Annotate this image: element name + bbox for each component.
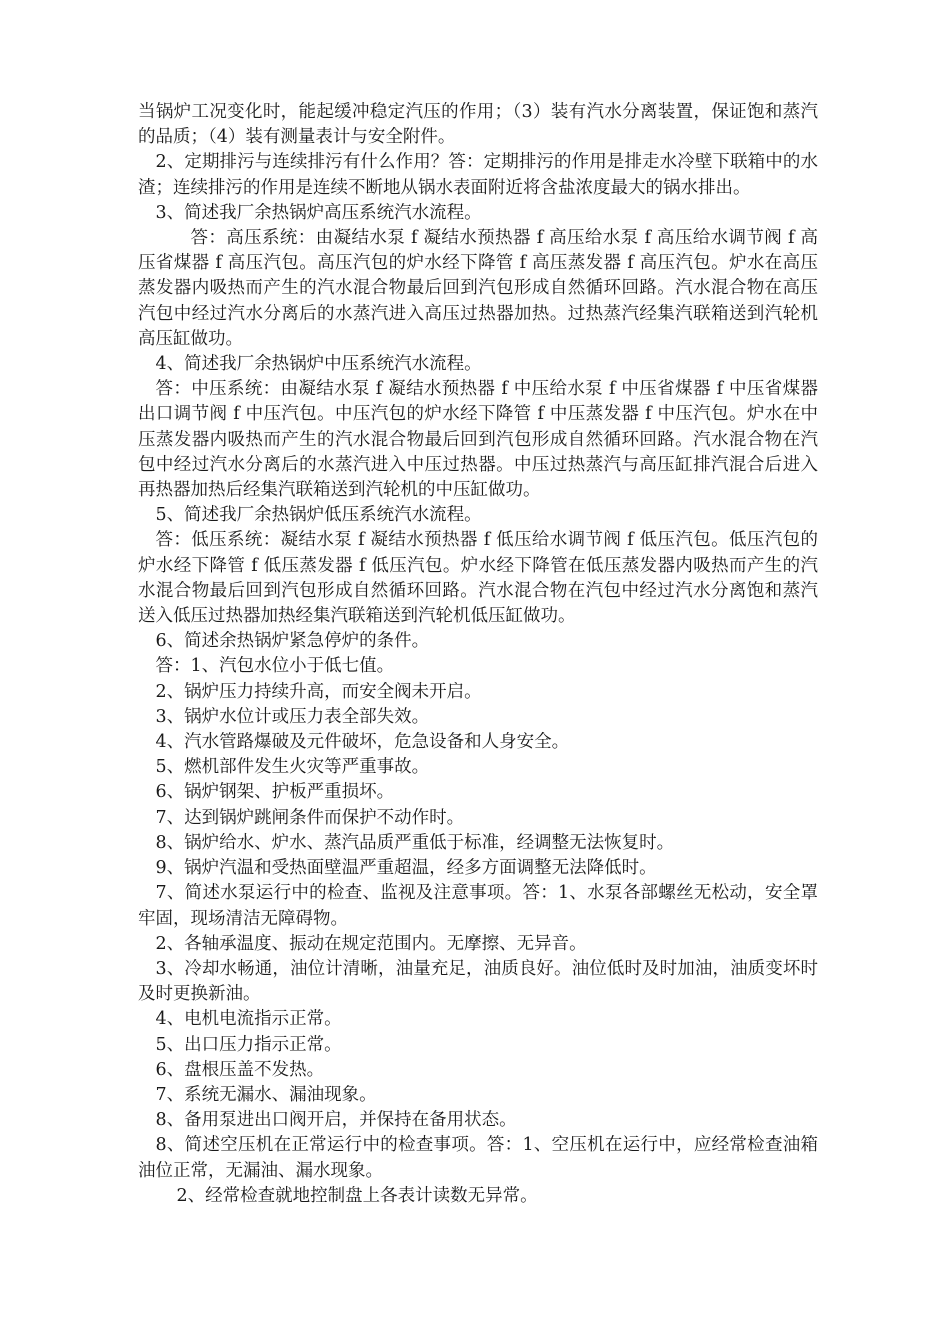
list-item: 7、达到锅炉跳闸条件而保护不动作时。 <box>155 807 465 828</box>
list-item: 4、汽水管路爆破及元件破坏，危急设备和人身安全。 <box>155 732 570 753</box>
list-item: 3、冷却水畅通，油位计清晰，油量充足，油质良好。油位低时及时加油，油质变坏时及时更换新油。 <box>138 958 818 1005</box>
list-item: 2、经常检查就地控制盘上各表计读数无异常。 <box>176 1185 538 1206</box>
list-item: 3、锅炉水位计或压力表全部失效。 <box>155 706 430 727</box>
paragraph: 当锅炉工况变化时，能起缓冲稳定汽压的作用；（3）装有汽水分离装置，保证饱和蒸汽的品质；（4）装有测量表计与安全附件。 <box>138 102 818 148</box>
question-heading: 5、简述我厂余热锅炉低压系统汽水流程。 <box>155 505 482 526</box>
question-paragraph: 7、简述水泵运行中的检查、监视及注意事项。答：1、水泵各部螺丝无松动，安全罩牢固，现场清洁无障碍物。 <box>138 883 818 929</box>
question-heading: 3、简述我厂余热锅炉高压系统汽水流程。 <box>155 202 482 223</box>
list-item: 5、出口压力指示正常。 <box>155 1034 342 1055</box>
list-item: 答：1、汽包水位小于低七值。 <box>155 656 395 677</box>
list-item: 2、各轴承温度、振动在规定范围内。无摩擦、无异音。 <box>155 933 587 954</box>
list-item: 4、电机电流指示正常。 <box>155 1009 342 1030</box>
paragraph: 2、定期排污与连续排污有什么作用？答：定期排污的作用是排走水冷壁下联箱中的水渣；连续排污的作用是连续不断地从锅水表面附近将含盐浓度最大的锅水排出。 <box>138 152 818 198</box>
answer-paragraph: 答：中压系统：由凝结水泵 f 凝结水预热器 f 中压给水泵 f 中压省煤器 f 中压省煤器出口调节阀 f 中压汽包。中压汽包的炉水经下降管 f 中压蒸发器 f 中压汽包。炉水在中压蒸发器内吸热而产生的汽水混合物最后回到汽包形成自然循环回路。汽水混合物在汽包中经过汽水分离后的水蒸汽进入中压过热器。中压过热蒸汽与高压缸排汽混合后进入再热器加热后经集汽联箱送到汽轮机的中压缸做功。 <box>138 379 818 501</box>
list-item: 6、盘根压盖不发热。 <box>155 1059 325 1080</box>
question-paragraph: 8、简述空压机在正常运行中的检查事项。答：1、空压机在运行中，应经常检查油箱油位正常，无漏油、漏水现象。 <box>138 1135 818 1181</box>
question-heading: 6、简述余热锅炉紧急停炉的条件。 <box>155 631 430 652</box>
list-item: 7、系统无漏水、漏油现象。 <box>155 1084 377 1105</box>
question-heading: 4、简述我厂余热锅炉中压系统汽水流程。 <box>155 354 482 375</box>
list-item: 2、锅炉压力持续升高，而安全阀未开启。 <box>155 681 482 702</box>
list-item: 9、锅炉汽温和受热面壁温严重超温，经多方面调整无法降低时。 <box>155 858 657 879</box>
document-body <box>138 100 818 1209</box>
list-item: 8、锅炉给水、炉水、蒸汽品质严重低于标准，经调整无法恢复时。 <box>155 832 675 853</box>
answer-paragraph: 答：高压系统：由凝结水泵 f 凝结水预热器 f 高压给水泵 f 高压给水调节阀 f 高压省煤器 f 高压汽包。高压汽包的炉水经下降管 f 高压蒸发器 f 高压汽包。炉水在高压蒸发器内吸热而产生的汽水混合物最后回到汽包形成自然循环回路。汽水混合物在高压汽包中经过汽水分离后的水蒸汽进入高压过热器加热。过热蒸汽经集汽联箱送到汽轮机高压缸做功。 <box>138 228 818 349</box>
list-item: 8、备用泵进出口阀开启，并保持在备用状态。 <box>155 1110 517 1131</box>
list-item: 5、燃机部件发生火灾等严重事故。 <box>155 757 430 778</box>
list-item: 6、锅炉钢架、护板严重损坏。 <box>155 782 395 803</box>
answer-paragraph: 答：低压系统：凝结水泵 f 凝结水预热器 f 低压给水调节阀 f 低压汽包。低压汽包的炉水经下降管 f 低压蒸发器 f 低压汽包。炉水经下降管在低压蒸发器内吸热而产生的汽水混合物最后回到汽包形成自然循环回路。汽水混合物在汽包中经过汽水分离饱和蒸汽送入低压过热器加热经集汽联箱送到汽轮机低压缸做功。 <box>138 530 818 627</box>
